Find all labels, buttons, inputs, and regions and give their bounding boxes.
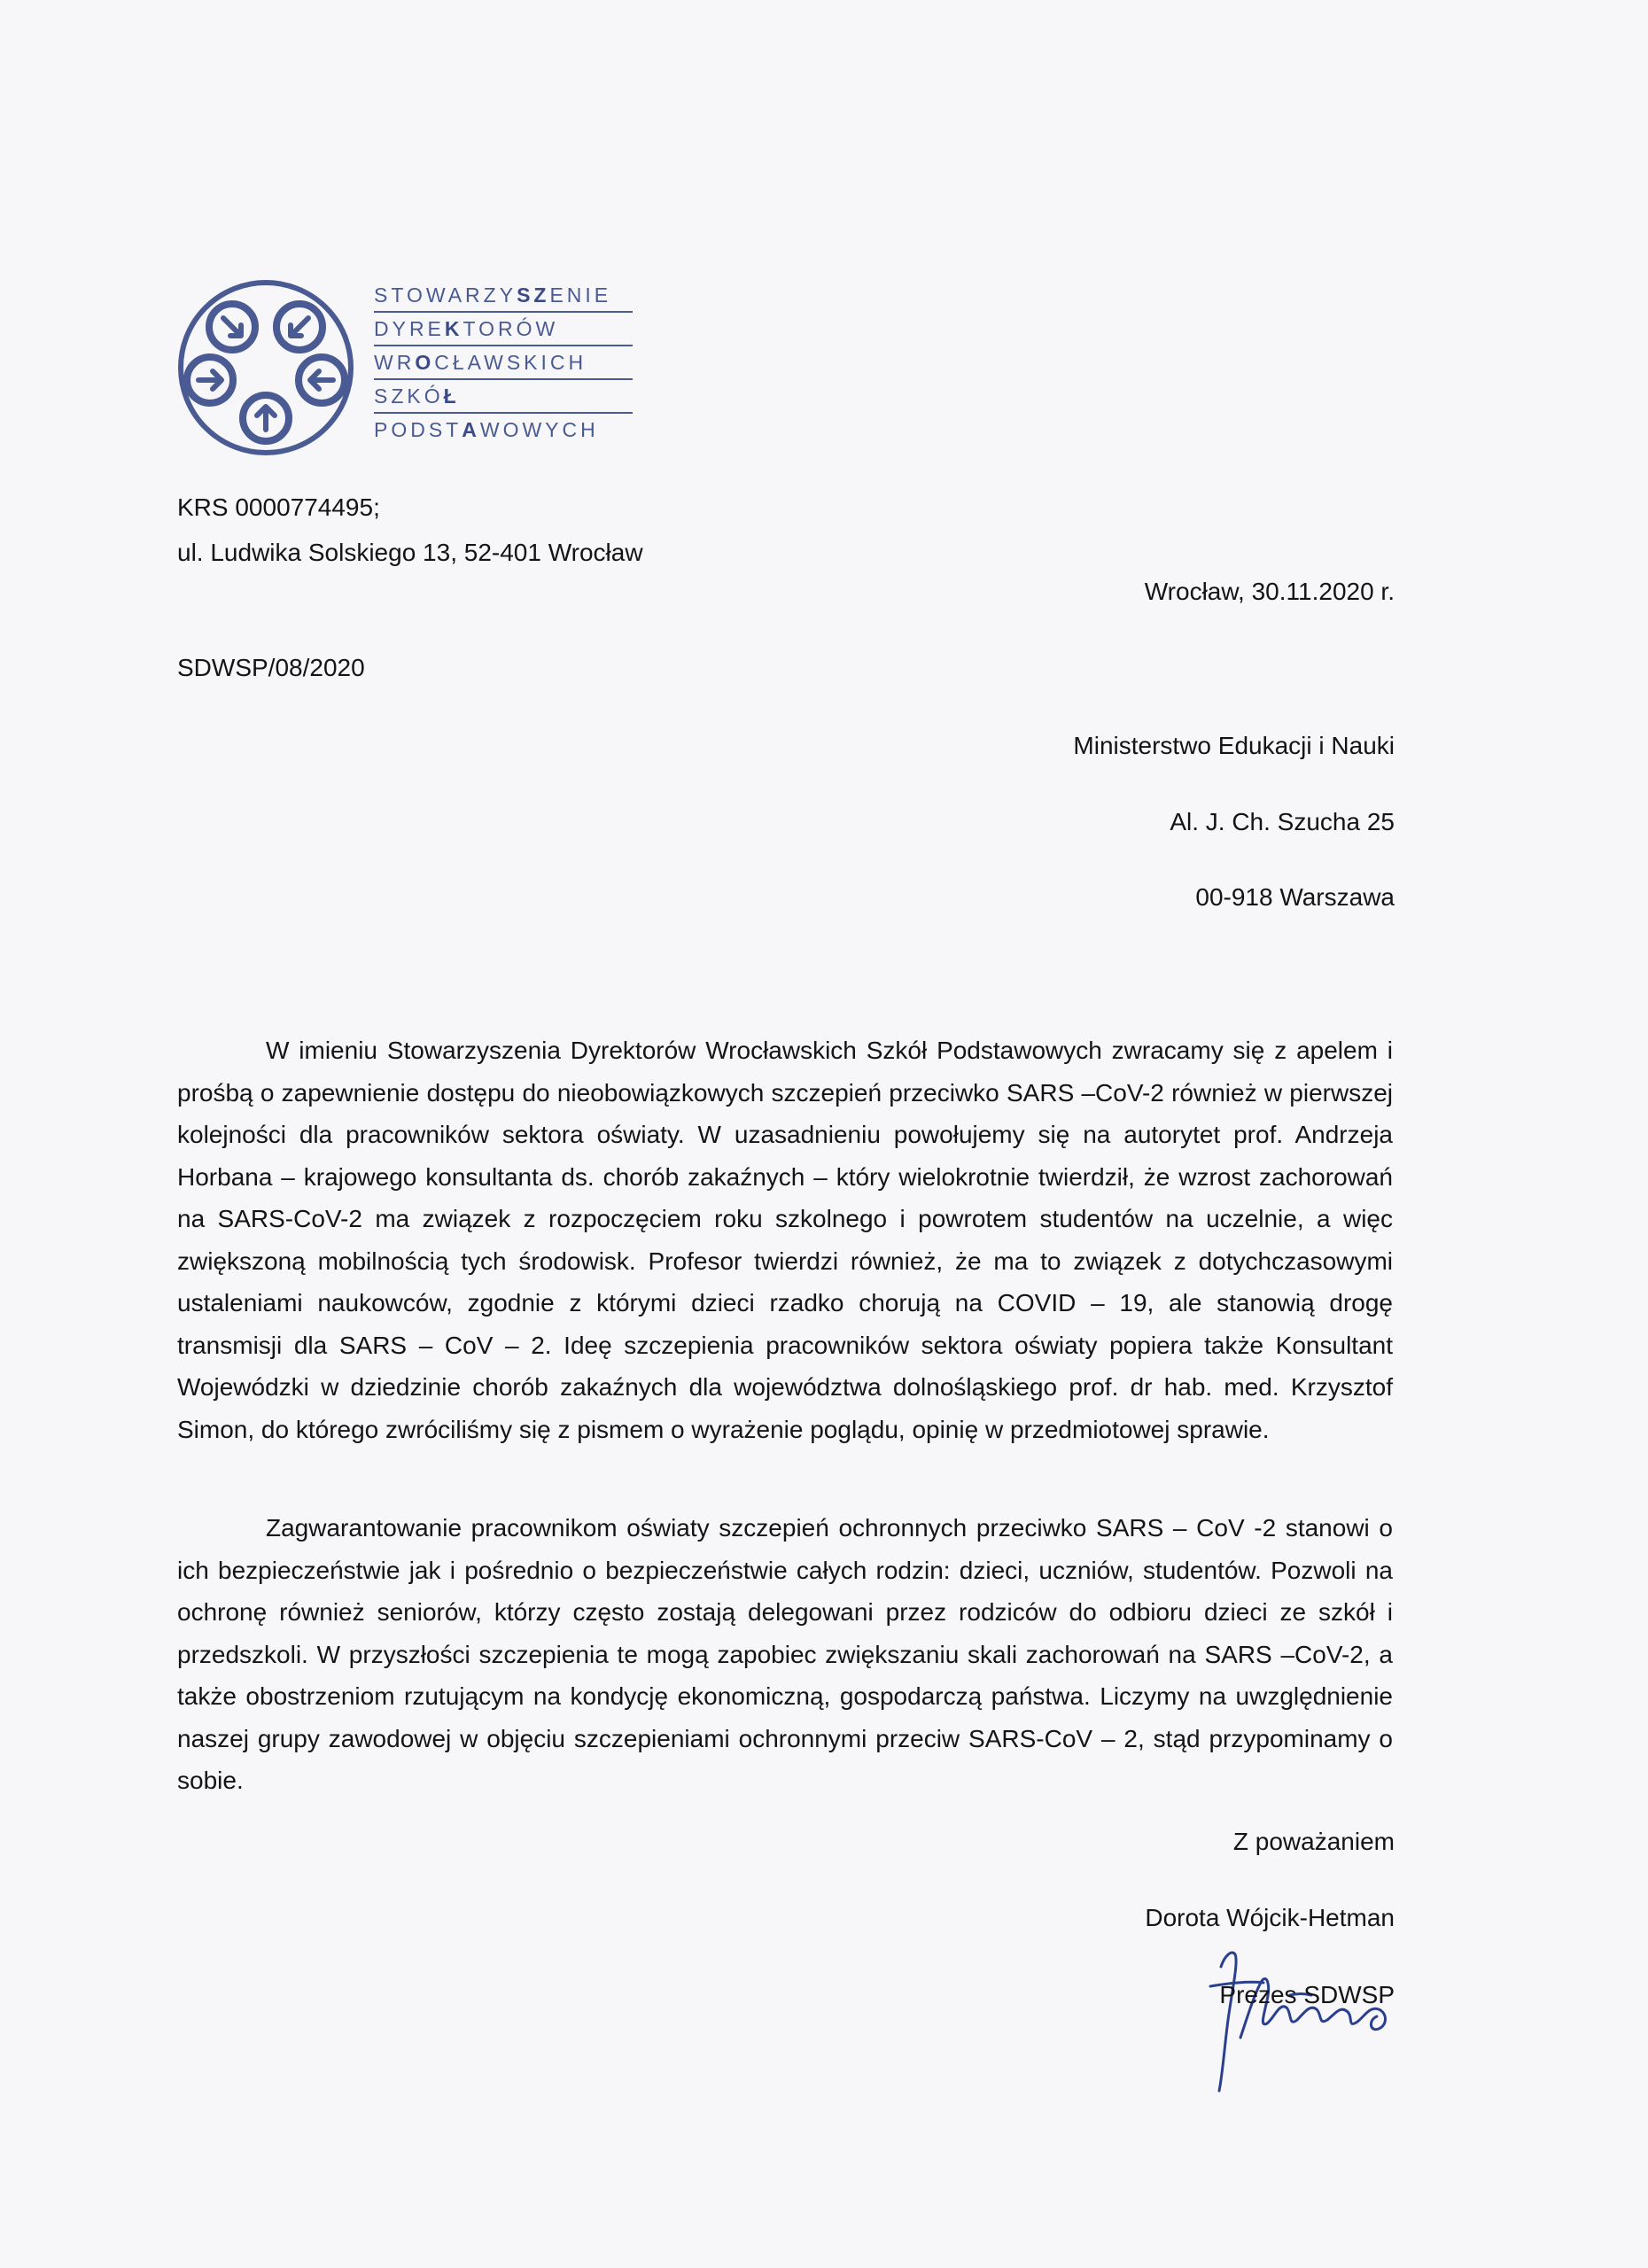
closing-salutation: Z poważaniem [1232,1828,1395,1855]
signatory-role: Prezes SDWSP [1219,1981,1395,2008]
recipient-street: Al. J. Ch. Szucha 25 [1170,808,1395,835]
recipient-name: Ministerstwo Edukacji i Nauki [1073,732,1395,759]
logo-word: STOWARZYSZENIE [374,279,633,313]
letter-date: Wrocław, 30.11.2020 r. [1144,578,1395,605]
paragraph-text: Zagwarantowanie pracownikom oświaty szczepień ochronnych przeciwko SARS – CoV -2 stanowi o ich bezpieczeństwie jak i pośrednio o bezpieczeństwie całych rodzin: dzieci, uczniów, studentów. Pozwoli na ochronę również seniorów, którzy często zostają delegowani przez rodziców do odbioru dzieci ze szkół i przedszkoli. W przyszłości szczepienia te mogą zapobiec zwiększaniu skali zachorowań na SARS –CoV-2, a także obostrzeniom rzutującym na kondycję ekonomiczną, gospodarczą państwa. Liczymy na uwzględnienie naszej grupy zawodowej w objęciu szczepieniami ochronnymi przeciw SARS-CoV – 2, stąd przypominamy o sobie. [177,1514,1393,1794]
sender-address: ul. Ludwika Solskiego 13, 52-401 Wrocław [177,539,643,566]
sender-krs: KRS 0000774495; [177,493,380,521]
logo-emblem-icon [177,279,354,456]
signatory-name: Dorota Wójcik-Hetman [1145,1904,1395,1931]
letter-body-paragraph-1 [177,1029,1393,1450]
recipient-city: 00-918 Warszawa [1195,883,1395,911]
logo-wordmark [374,279,633,447]
paragraph-text: W imieniu Stowarzyszenia Dyrektorów Wrocławskich Szkół Podstawowych zwracamy się z apelem i prośbą o zapewnienie dostępu do nieobowiązkowych szczepień przeciwko SARS –CoV-2 również w pierwszej kolejności dla pracowników sektora oświaty. W uzasadnieniu powołujemy się na autorytet prof. Andrzeja Horbana – krajowego konsultanta ds. chorób zakaźnych – który wielokrotnie twierdził, że wzrost zachorowań na SARS-CoV-2 ma związek z rozpoczęciem roku szkolnego i powrotem studentów na uczelnie, a więc zwiększoną mobilnością tych środowisk. Profesor twierdzi również, że ma to związek z dotychczasowymi ustaleniami naukowców, zgodnie z którymi dzieci rzadko chorują na COVID – 19, ale stanowią drogę transmisji dla SARS – CoV – 2. Ideę szczepienia pracowników sektora oświaty popiera także Konsultant Wojewódzki w dziedzinie chorób zakaźnych dla województwa dolnośląskiego prof. dr hab. med. Krzysztof Simon, do którego zwróciliśmy się z pismem o wyrażenie poglądu, opinię w przedmiotowej sprawie. [177,1037,1393,1443]
logo-word: PODSTAWOWYCH [374,418,599,441]
letter-body-paragraph-2 [177,1507,1393,1802]
letter-reference: SDWSP/08/2020 [177,654,365,681]
logo-word: DYREKTORÓW [374,313,633,346]
logo-word: WROCŁAWSKICH [374,346,633,380]
logo-word: SZKÓŁ [374,380,633,414]
association-logo [177,279,638,456]
